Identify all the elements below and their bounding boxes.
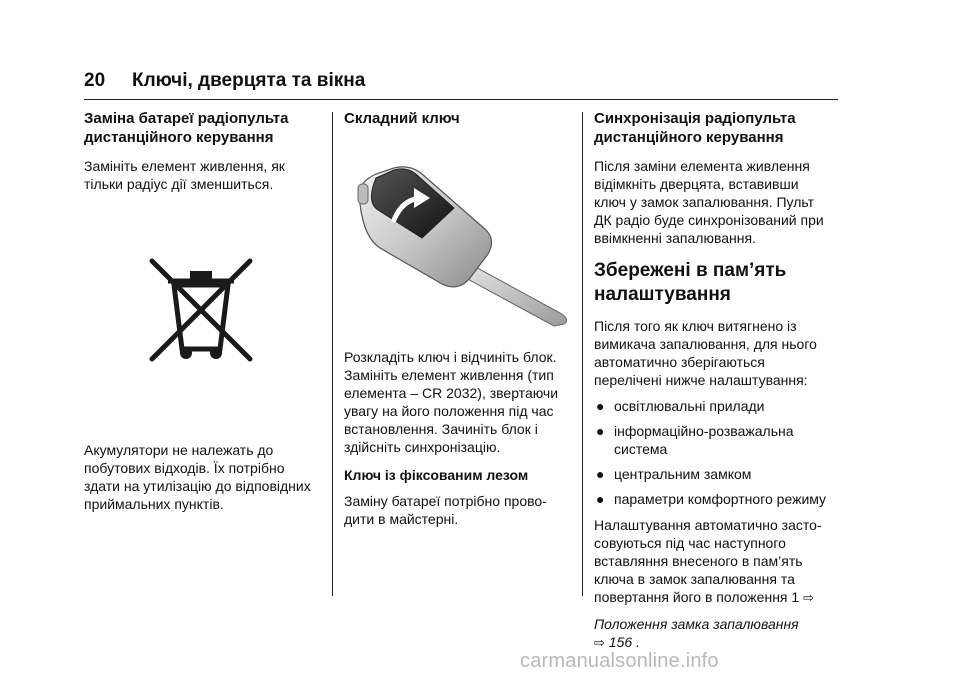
battery-disposal-text: Акумулятори не належать до побутових відходів. Їх потрібно здати на утилізацію до відповідних приймальних пунктів. [84,442,311,512]
list-item: ● освітлювальні прилади [596,398,765,414]
column-divider-1 [332,112,333,596]
list-item: ● параметри комфортного режиму [596,491,827,507]
recycle-figure [84,201,320,441]
list-item: ● інформаційно-розважальна система [596,423,794,457]
sync-heading: Синхронізація радіопульта дистанційного керування [594,110,796,146]
column-1 [84,109,320,521]
column-2 [344,109,580,536]
crossed-out-wheelie-bin-icon [146,255,256,365]
reference-link[interactable]: Положення замка запалювання ⇨ 156 . [594,616,799,650]
memory-settings-heading: Збережені в пам’ять налаштування [594,260,787,305]
settings-list [594,397,830,508]
folding-key-heading: Складний ключ [344,110,460,127]
page-number: 20 [84,70,106,91]
sync-text: Після заміни елемента живлення відімкніть дверцята, вставивши ключ у замок запалювання. Пульт ДК радіо буде синхронізований при ввімкненні запалювання. [594,158,824,246]
battery-replace-heading: Заміна батареї радіопульта дистанційного керування [84,110,289,146]
battery-replace-text: Замініть елемент живлення, як тільки радіус дії зменшиться. [84,158,285,192]
section-title: Ключі, дверцята та вікна [132,70,366,91]
column-divider-2 [582,112,583,596]
page-header [84,70,838,96]
column-3 [594,109,830,660]
folding-key-text: Розкладіть ключ і відчиніть блок. Замініть елемент живлення (тип елемента – CR 2032), звертаючи увагу на його положення під час встановлення. Зачиніть блок і здійсніть синхронізацію. [344,349,559,455]
header-rule [84,99,838,100]
fixed-blade-text: Заміну батареї потрібно прово- дити в майстерні. [344,493,547,527]
list-item: ● центральним замком [596,466,752,482]
folding-key-illustration [350,164,575,334]
reference-arrow-icon: ⇨ [594,635,605,650]
reference-title: Положення замка запалювання [594,616,799,632]
memory-settings-text: Після того як ключ витягнено із вимикача запалювання, для нього автоматично зберігаються переліченi нижче налаштування: [594,318,817,388]
watermark: carmanualsonline.info [520,650,719,672]
key-figure [344,138,580,348]
memory-apply-text: Налаштування автоматично засто- совуються під час наступного вставляння внесеного в пам’ять ключа в замок запалювання та повертання його в положення 1 ⇨ [594,517,822,605]
reference-arrow-icon: ⇨ [803,590,814,605]
fixed-blade-heading: Ключ із фіксованим лезом [344,467,529,483]
reference-page: 156 [608,634,633,650]
